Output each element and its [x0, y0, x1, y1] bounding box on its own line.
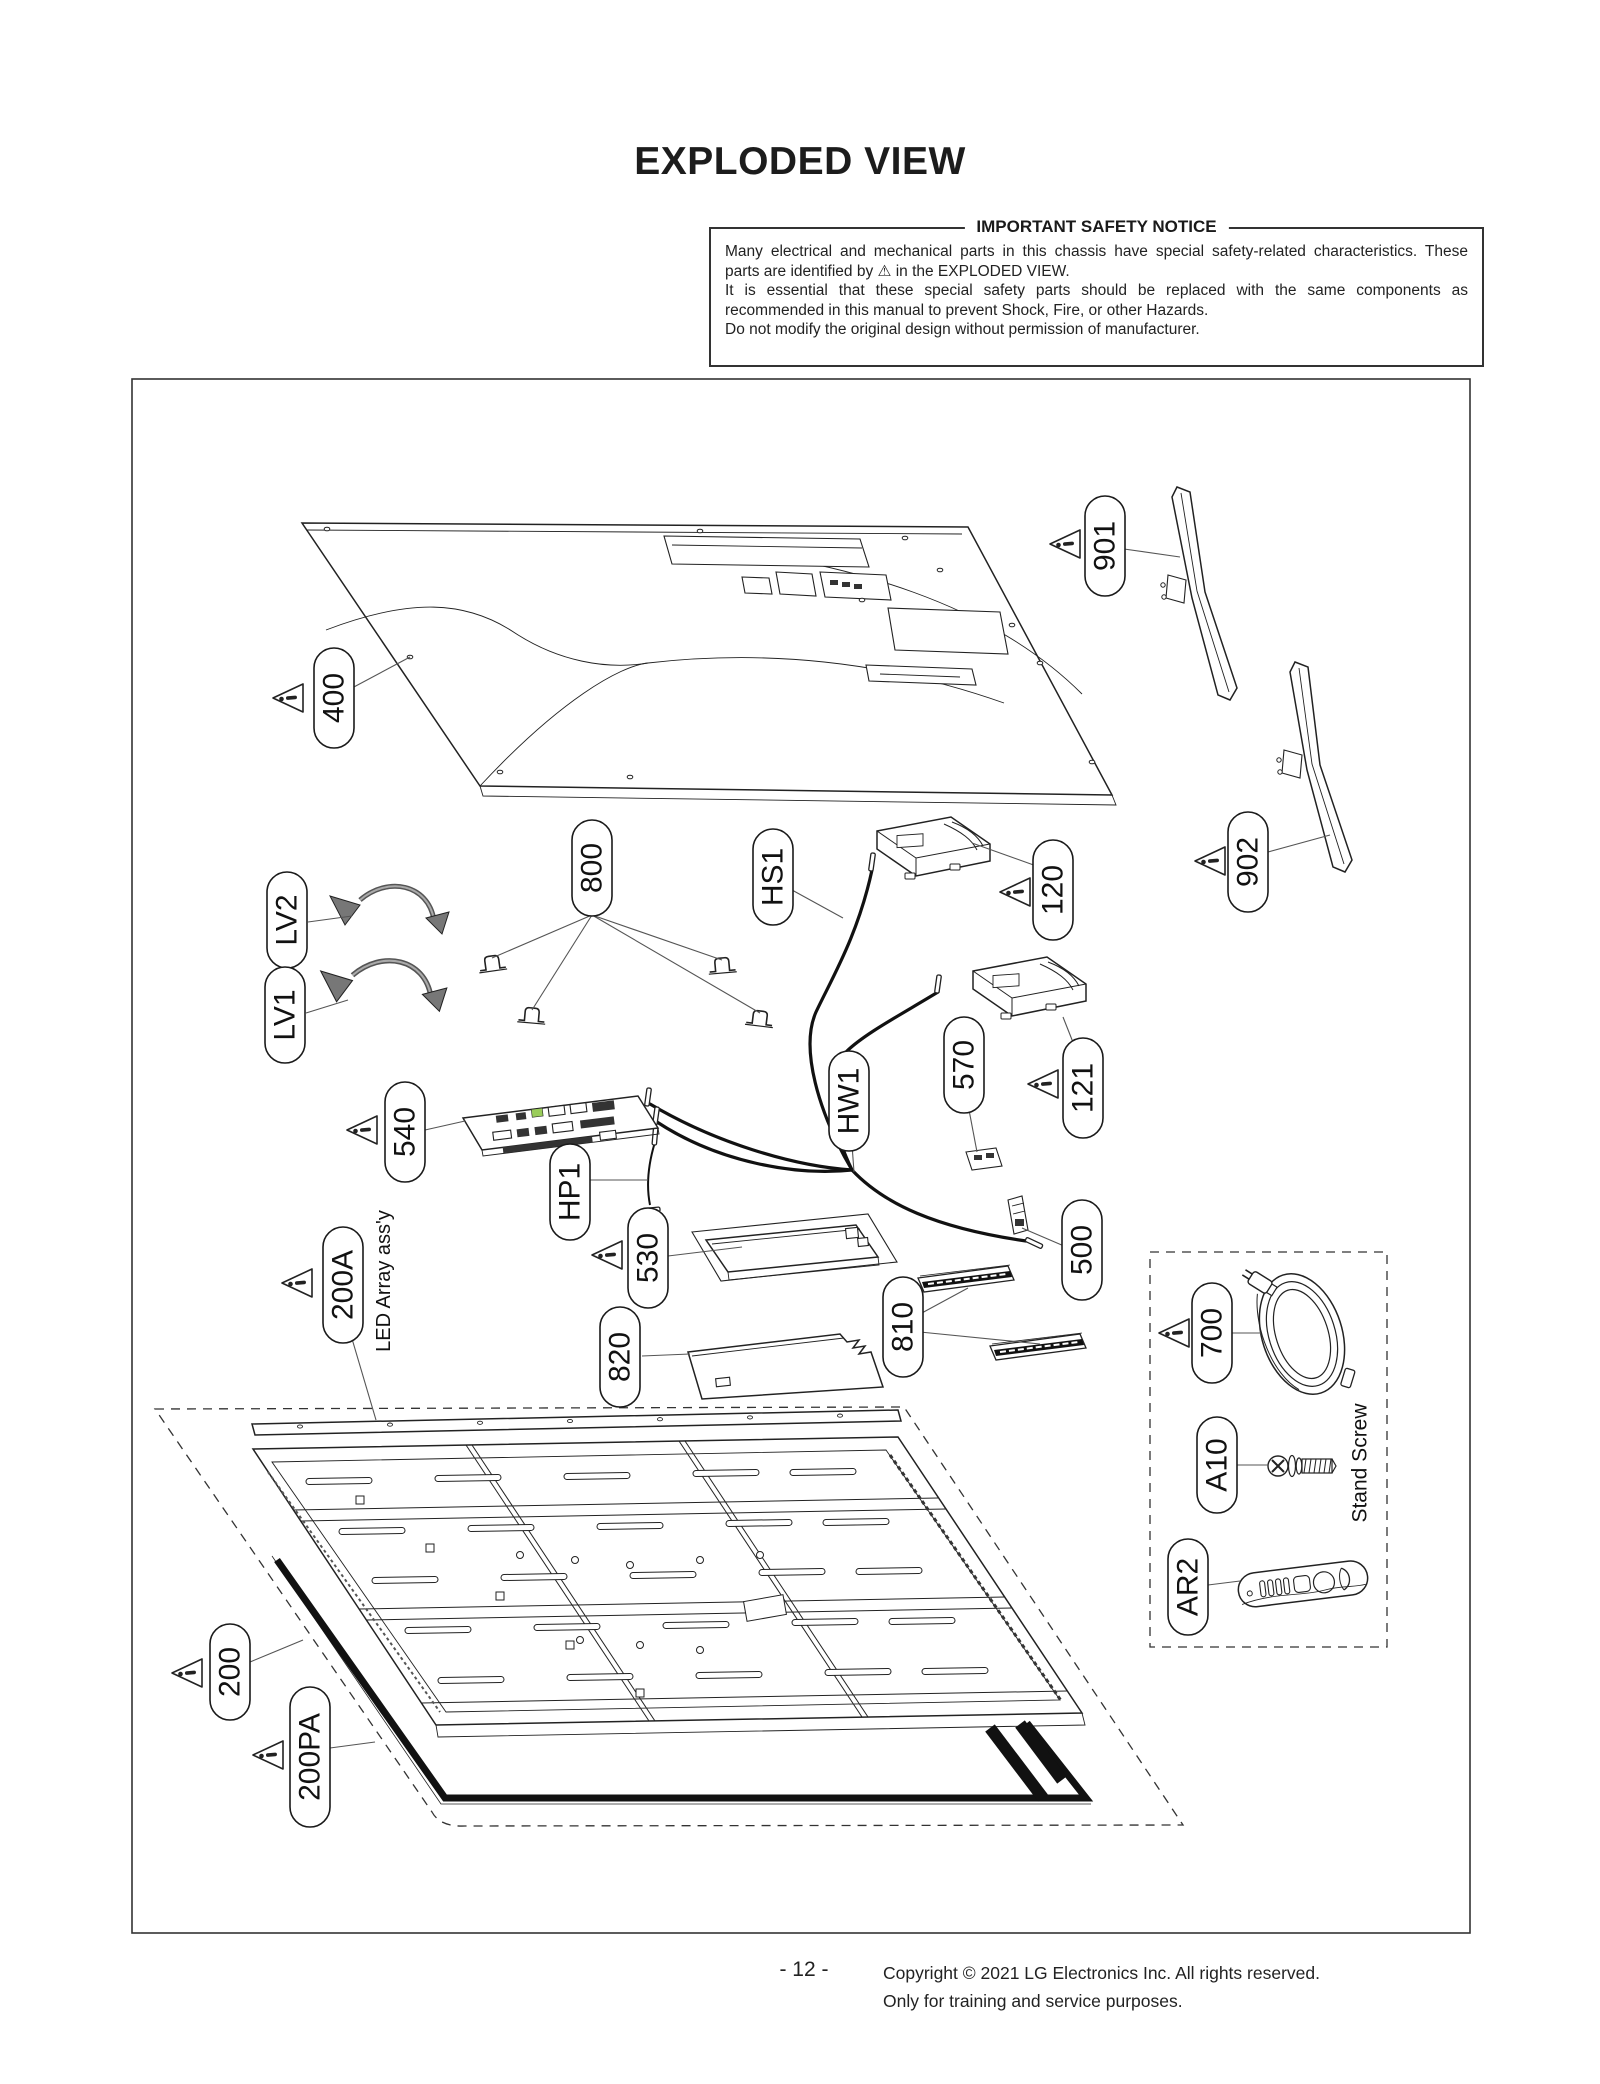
notice-line-1: Many electrical and mechanical parts in this chassis have special safety-related characteristics. These — [725, 243, 1468, 260]
svg-text:LV1: LV1 — [268, 989, 302, 1041]
svg-text:A10: A10 — [1200, 1438, 1234, 1492]
notice-line-2: parts are identified by ⚠ in the EXPLODED VIEW. — [725, 262, 1070, 280]
callout-400 — [314, 648, 354, 748]
warning-triangle-icon — [172, 1659, 202, 1687]
svg-text:LV2: LV2 — [270, 894, 304, 946]
callout-HS1 — [753, 829, 793, 925]
notice-line-3: It is essential that these special safety parts should be replaced with the same components as — [725, 282, 1468, 299]
warning-triangle-icon — [253, 1741, 283, 1769]
callout-AR2 — [1168, 1539, 1208, 1635]
warning-triangle-icon — [1000, 878, 1030, 906]
warning-triangle-icon — [1028, 1070, 1058, 1098]
callout-121 — [1063, 1038, 1103, 1138]
speaker-bars-810 — [918, 1265, 1086, 1360]
warning-triangle-icon — [347, 1116, 377, 1144]
callout-810 — [883, 1277, 923, 1377]
svg-text:700: 700 — [1195, 1307, 1229, 1359]
warning-triangle-icon — [1159, 1319, 1189, 1347]
stand-screw-caption: Stand Screw — [1348, 1403, 1372, 1523]
back-cover-part — [302, 523, 1116, 805]
warning-triangle-icon — [1050, 530, 1080, 558]
page-number: - 12 - — [779, 1958, 829, 1981]
stand-leg-901-part — [1161, 487, 1237, 700]
svg-text:AR2: AR2 — [1171, 1557, 1205, 1617]
callout-200PA — [290, 1687, 330, 1827]
svg-text:200: 200 — [213, 1646, 247, 1698]
bracket-500-part — [1008, 1196, 1028, 1234]
callout-800 — [572, 820, 612, 916]
callout-540 — [385, 1082, 425, 1182]
training-line: Only for training and service purposes. — [883, 1990, 1183, 2011]
callout-700 — [1192, 1283, 1232, 1383]
warning-triangle-icon — [282, 1269, 312, 1297]
speaker-120-part — [877, 817, 990, 879]
svg-text:800: 800 — [575, 842, 609, 894]
shield-plate-part — [688, 1334, 883, 1399]
svg-text:400: 400 — [317, 672, 351, 724]
led-array-caption: LED Array ass'y — [373, 1210, 395, 1352]
callout-HW1 — [829, 1051, 869, 1151]
notice-line-5: Do not modify the original design without permission of manufacturer. — [725, 321, 1200, 338]
bracket-parts-800 — [477, 954, 774, 1028]
callout-200 — [210, 1624, 250, 1720]
svg-text:200A: 200A — [326, 1249, 360, 1321]
callout-820 — [600, 1307, 640, 1407]
warning-triangle-icon — [1195, 847, 1225, 875]
callout-500 — [1062, 1200, 1102, 1300]
warning-triangle-icon — [273, 684, 303, 712]
svg-text:530: 530 — [631, 1232, 665, 1284]
svg-text:500: 500 — [1065, 1224, 1099, 1276]
svg-text:540: 540 — [388, 1106, 422, 1158]
svg-text:200PA: 200PA — [293, 1713, 327, 1801]
led-array-part — [252, 1410, 901, 1435]
svg-text:810: 810 — [886, 1301, 920, 1353]
callout-570 — [944, 1017, 984, 1113]
callout-902 — [1228, 812, 1268, 912]
svg-text:HS1: HS1 — [756, 847, 790, 907]
stand-screw-part — [1268, 1456, 1336, 1477]
callout-LV1 — [265, 967, 305, 1063]
svg-text:570: 570 — [947, 1039, 981, 1091]
copyright-line: Copyright © 2021 LG Electronics Inc. All rights reserved. — [883, 1963, 1320, 1983]
svg-text:HP1: HP1 — [553, 1162, 587, 1222]
lvds-cable-lv2-part — [330, 886, 449, 934]
svg-text:901: 901 — [1088, 520, 1122, 572]
remote-control-part — [1236, 1559, 1369, 1609]
power-supply-part — [692, 1214, 897, 1281]
callout-901 — [1085, 496, 1125, 596]
callout-HP1 — [550, 1144, 590, 1240]
callout-LV2 — [267, 872, 307, 968]
sensor-board-part — [966, 1148, 1002, 1170]
safety-notice-title: IMPORTANT SAFETY NOTICE — [964, 217, 1228, 237]
callout-530 — [628, 1208, 668, 1308]
notice-line-4: recommended in this manual to prevent Shock, Fire, or other Hazards. — [725, 301, 1209, 319]
callout-120 — [1033, 840, 1073, 940]
page-title: EXPLODED VIEW — [634, 140, 966, 183]
footer-copyright — [883, 1960, 1320, 2015]
speaker-121-part — [973, 957, 1086, 1019]
stand-leg-902-part — [1277, 662, 1352, 872]
svg-text:120: 120 — [1036, 864, 1070, 916]
svg-text:820: 820 — [603, 1331, 637, 1383]
callout-A10 — [1197, 1417, 1237, 1513]
svg-text:HW1: HW1 — [832, 1067, 866, 1135]
svg-text:121: 121 — [1066, 1062, 1100, 1114]
svg-text:902: 902 — [1231, 836, 1265, 888]
power-cord-part — [1237, 1245, 1360, 1410]
module-chassis-part — [253, 1437, 1085, 1737]
warning-triangle-icon — [592, 1241, 622, 1269]
callout-200A — [323, 1227, 363, 1343]
lvds-cable-lv1-part — [321, 961, 447, 1012]
